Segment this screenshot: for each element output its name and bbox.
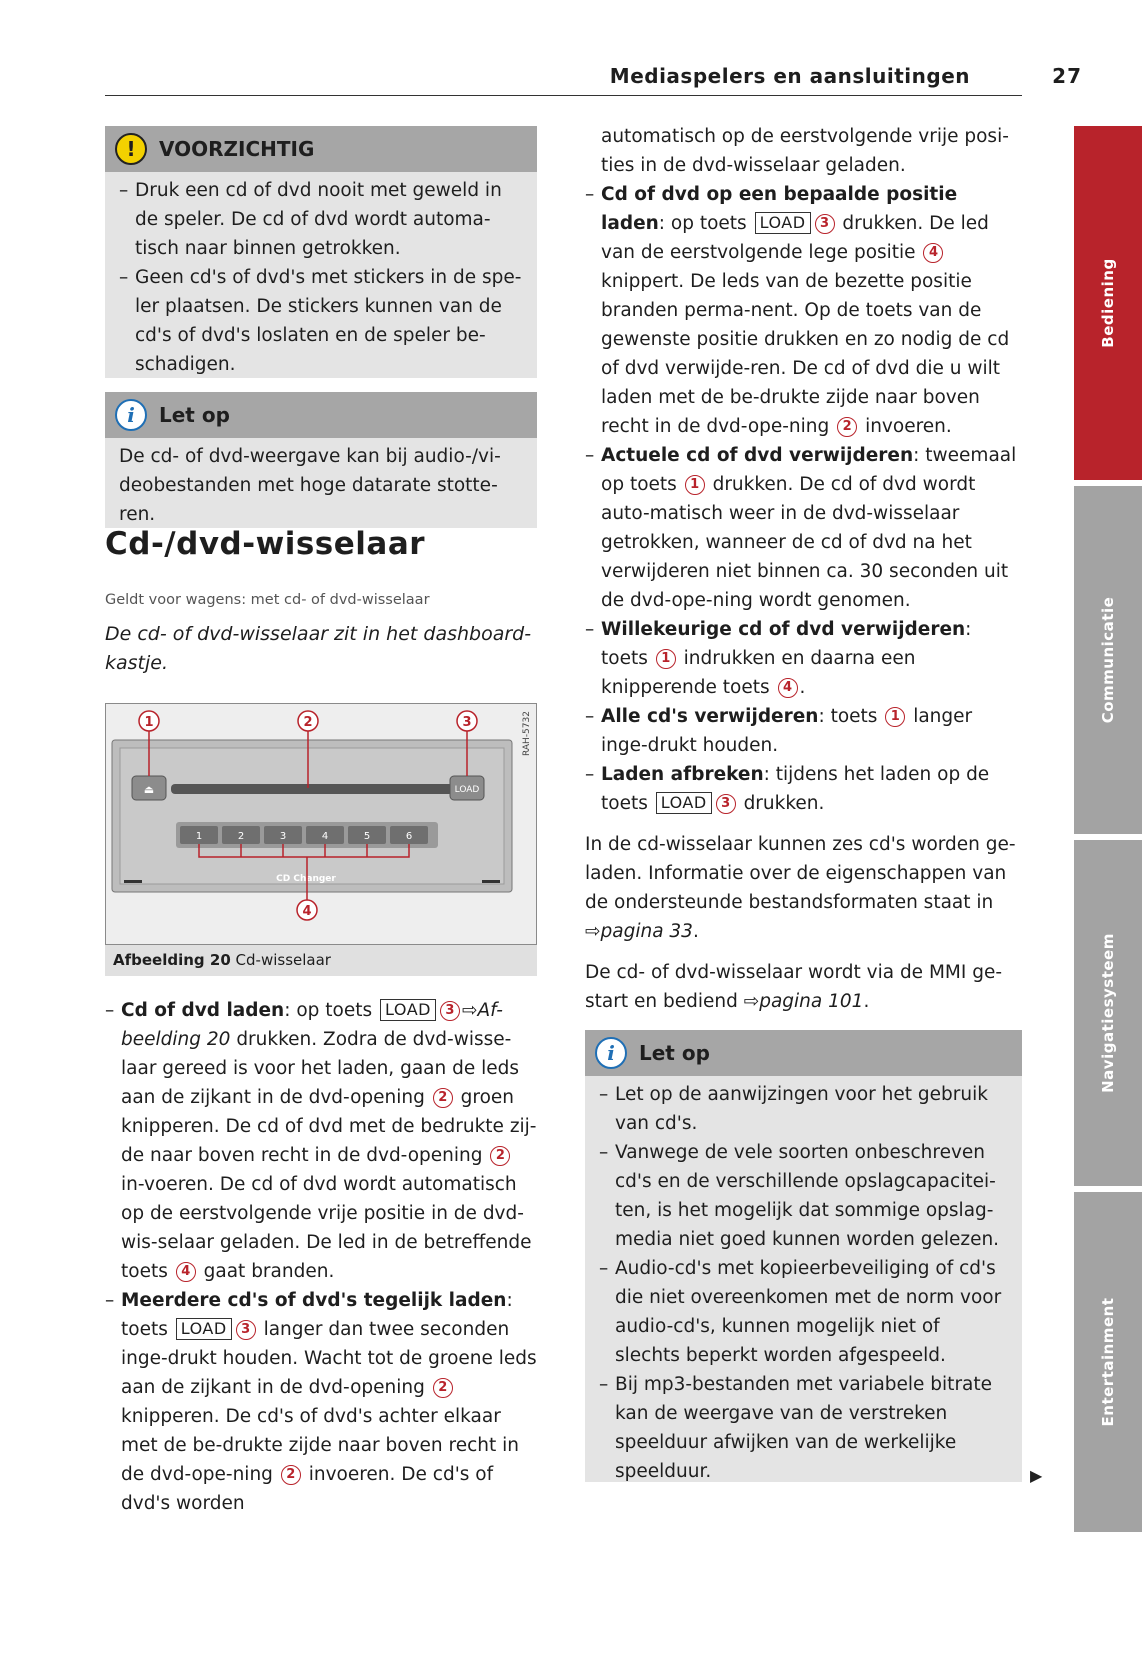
cd-changer-diagram [106, 704, 536, 944]
list-item: – Meerdere cd's of dvd's tegelijk laden: toets LOAD 3 langer dan twee seconden inge-drukt houden. Wacht tot de groene leds aan de zijkant in de dvd-opening 2 knipperen. De cd's of dvd's achter elkaar met de be-drukte zijde naar boven recht in de dvd-ope-ning 2 invoeren. De cd's of dvd's worden [105, 1286, 537, 1518]
section-title: Cd-/dvd-wisselaar [105, 526, 426, 562]
header-rule [105, 95, 1022, 96]
intro-text: De cd- of dvd-wisselaar zit in het dashboard-kastje. [105, 623, 532, 674]
caution-box [105, 126, 537, 378]
callout-label-1: 1 [144, 715, 154, 730]
slot-label-2: 2 [237, 831, 245, 842]
side-tab-entertainment[interactable]: Entertainment [1074, 1192, 1142, 1532]
dvd-slot [171, 784, 453, 794]
changer-face [120, 748, 504, 884]
page-reference-link[interactable]: ⇨pagina 33 [585, 921, 693, 942]
left-instruction-list [105, 996, 537, 1518]
cd-changer-label: CD Changer [276, 874, 336, 884]
figure-caption-text: Cd-wisselaar [235, 951, 331, 969]
slot-label-3: 3 [279, 831, 287, 842]
list-item: – Cd of dvd op een bepaalde positie laden: op toets LOAD 3 drukken. De led van de eerstvolgende lege positie 4 knippert. De leds van de bezette positie branden perma-nent. Op de toets van de gewenste positie drukken en zo nodig de cd of dvd verwijde-ren. De cd of dvd die u wilt laden met de be-drukte zijde naar boven recht in de dvd-ope-ning 2 invoeren. [585, 180, 1022, 441]
note-box [105, 392, 537, 528]
figure-caption [105, 945, 537, 976]
slot-label-5: 5 [363, 831, 371, 842]
note-item: – Bij mp3-bestanden met variabele bitrate kan de weergave van de verstreken speelduur afwijken van de werkelijke speelduur. [599, 1370, 1008, 1486]
note-item: – Vanwege de vele soorten onbeschreven cd's en de verschillende opslagcapacitei-ten, is het mogelijk dat sommige opslag-media niet goed kunnen worden gelezen. [599, 1138, 1008, 1254]
eject-symbol: ⏏ [143, 783, 155, 796]
load-key: LOAD [656, 792, 712, 814]
caution-header [105, 126, 537, 172]
note-title: Let op [159, 402, 230, 427]
callout-label-3: 3 [462, 715, 472, 730]
panel-mark-right [482, 880, 500, 883]
caution-title: VOORZICHTIG [159, 136, 315, 161]
list-item: – Laden afbreken: tijdens het laden op de toets LOAD 3 drukken. [585, 760, 1022, 818]
applies-to-line: Geldt voor wagens: met cd- of dvd-wisselaar [105, 592, 430, 608]
page-number: 27 [1052, 64, 1082, 88]
paragraph-mmi: De cd- of dvd-wisselaar wordt via de MMI ge-start en bediend ⇨pagina 101. [585, 962, 1003, 1012]
list-item: – Cd of dvd laden: op toets LOAD 3 ⇨Af-beelding 20 drukken. Zodra de dvd-wisse-laar gereed is voor het laden, gaan de leds aan de zijkant in de dvd-opening 2 groen knipperen. De cd of dvd met de bedrukte zij-de naar boven recht in de dvd-opening 2 in-voeren. De cd of dvd wordt automatisch op de eerstvolgende vrije positie in de dvd-wis-selaar geladen. De led in de betreffende toets 4 gaat branden. [105, 996, 537, 1286]
load-key: LOAD [380, 999, 436, 1021]
figure-caption-label: Afbeelding 20 [113, 951, 231, 969]
caution-item: – Geen cd's of dvd's met stickers in de spe-ler plaatsen. De stickers kunnen van de cd's of dvd's loslaten en de speler be-schadigen. [119, 263, 523, 379]
info-icon: i [595, 1037, 627, 1069]
note-title: Let op [639, 1040, 710, 1065]
list-item: – Alle cd's verwijderen: toets 1 langer inge-drukt houden. [585, 702, 1022, 760]
slot-label-4: 4 [321, 831, 329, 842]
note-text: De cd- of dvd-weergave kan bij audio-/vi-deobestanden met hoge datarate stotte-ren. [119, 446, 501, 525]
note-item: – Let op de aanwijzingen voor het gebruik van cd's. [599, 1080, 1008, 1138]
continued-text: automatisch op de eerstvolgende vrije posi-ties in de dvd-wisselaar geladen. [601, 126, 1009, 176]
continue-arrow-icon: ▶ [1030, 1466, 1043, 1485]
paragraph-capacity: In de cd-wisselaar kunnen zes cd's worden ge-laden. Informatie over de eigenschappen van de ondersteunde bestandsformaten staat in ⇨pagina 33. [585, 834, 1016, 942]
info-icon: i [115, 399, 147, 431]
slot-label-6: 6 [405, 831, 413, 842]
list-item: – Actuele cd of dvd verwijderen: tweemaal op toets 1 drukken. De cd of dvd wordt auto-matisch weer in de dvd-wisselaar getrokken, wanneer de cd of dvd na het verwijderen niet binnen ca. 30 seconden uit de dvd-ope-ning wordt genomen. [585, 441, 1022, 615]
side-tab-communicatie[interactable]: Communicatie [1074, 486, 1142, 834]
side-tab-navigatiesysteem[interactable]: Navigatiesysteem [1074, 840, 1142, 1186]
note-header [585, 1030, 1022, 1076]
note-item: – Audio-cd's met kopieerbeveiliging of cd's die niet overeenkomen met de norm voor audio-cd's, kunnen mogelijk niet of slechts beperkt worden afgespeeld. [599, 1254, 1008, 1370]
list-item: – Willekeurige cd of dvd verwijderen: toets 1 indrukken en daarna een knipperende toets 4 . [585, 615, 1022, 702]
note-box [585, 1030, 1022, 1482]
load-key: LOAD [755, 212, 811, 234]
callout-label-2: 2 [303, 715, 313, 730]
running-header: Mediaspelers en aansluitingen [609, 64, 970, 88]
figure-code: RAH-5732 [522, 711, 532, 756]
slot-label-1: 1 [195, 831, 203, 842]
load-key: LOAD [176, 1318, 232, 1340]
warning-icon: ! [115, 133, 147, 165]
figure-cd-changer [105, 703, 537, 945]
right-instruction-list [585, 122, 1022, 1016]
note-header [105, 392, 537, 438]
panel-mark-left [124, 880, 142, 883]
side-tab-bediening[interactable]: Bediening [1074, 126, 1142, 480]
caution-item: – Druk een cd of dvd nooit met geweld in de speler. De cd of dvd wordt automa-tisch naar binnen getrokken. [119, 176, 523, 263]
load-button-label: LOAD [454, 785, 480, 795]
callout-label-4: 4 [302, 904, 312, 919]
figure-reference-link[interactable]: ⇨Af-beelding 20 [121, 1000, 503, 1050]
page-reference-link[interactable]: ⇨pagina 101 [743, 991, 864, 1012]
